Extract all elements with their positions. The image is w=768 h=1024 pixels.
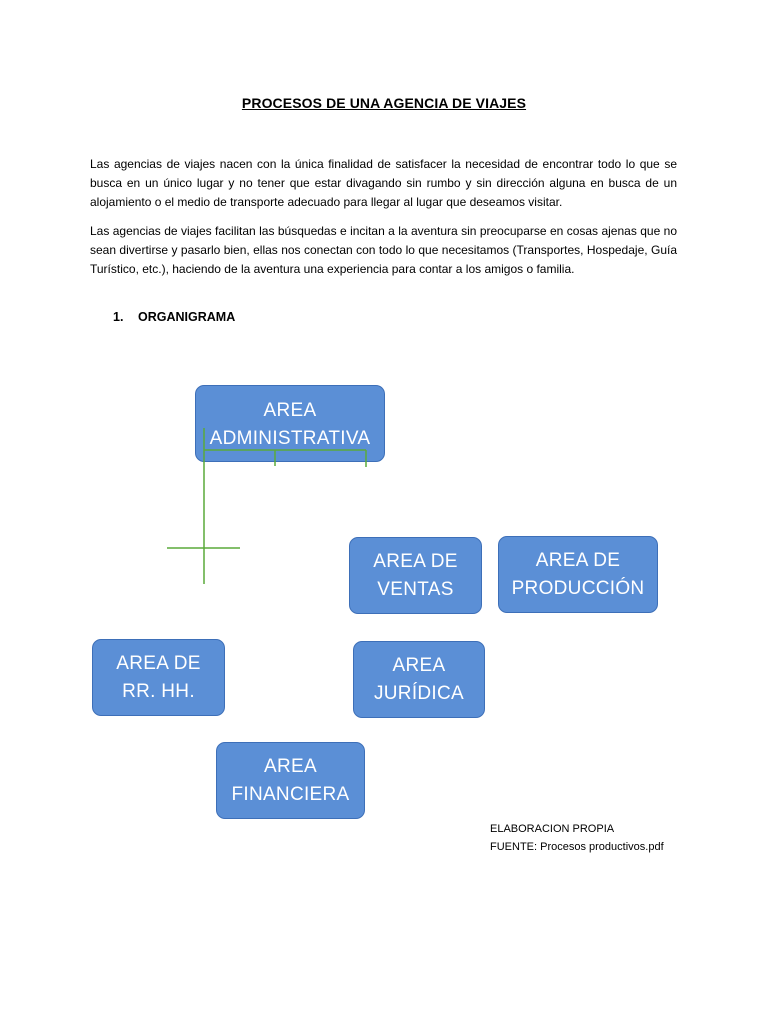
second-paragraph: Las agencias de viajes facilitan las búsquedas e incitan a la aventura sin preocuparse en cosas ajenas que no sean divertirse y pasarlo bien, ellas nos conectan con todo lo que necesitamos (Transportes, Hospedaje, Guía Turístico, etc.), haciendo de la aventura una experiencia para contar a los amigos o familia. [90,224,677,276]
section-label: ORGANIGRAMA [138,310,236,324]
org-box-label: AREA DE RR. HH. [116,652,201,702]
org-box-label: AREA ADMINISTRATIVA [209,400,371,449]
document-title: PROCESOS DE UNA AGENCIA DE VIAJES [241,95,527,111]
section-number: 1. [113,310,124,324]
credits-line: ELABORACION PROPIA [490,823,615,835]
credits [490,820,664,856]
intro-paragraph: Las agencias de viajes nacen con la única finalidad de satisfacer la necesidad de encontrar todo lo que se busca en un único lugar y no tener que estar divagando sin rumbo y sin dirección alguna en busca de un alojamiento o el medio de transporte adecuado para llegar al lugar que deseamos visitar. [90,157,677,209]
org-box-label: AREA DE VENTAS [373,550,458,600]
source-line: FUENTE: Procesos productivos.pdf [490,841,664,853]
org-box-label: AREA FINANCIERA [231,755,350,805]
org-box-label: AREA JURÍDICA [373,654,464,704]
org-box-label: AREA DE PRODUCCIÓN [511,549,645,599]
